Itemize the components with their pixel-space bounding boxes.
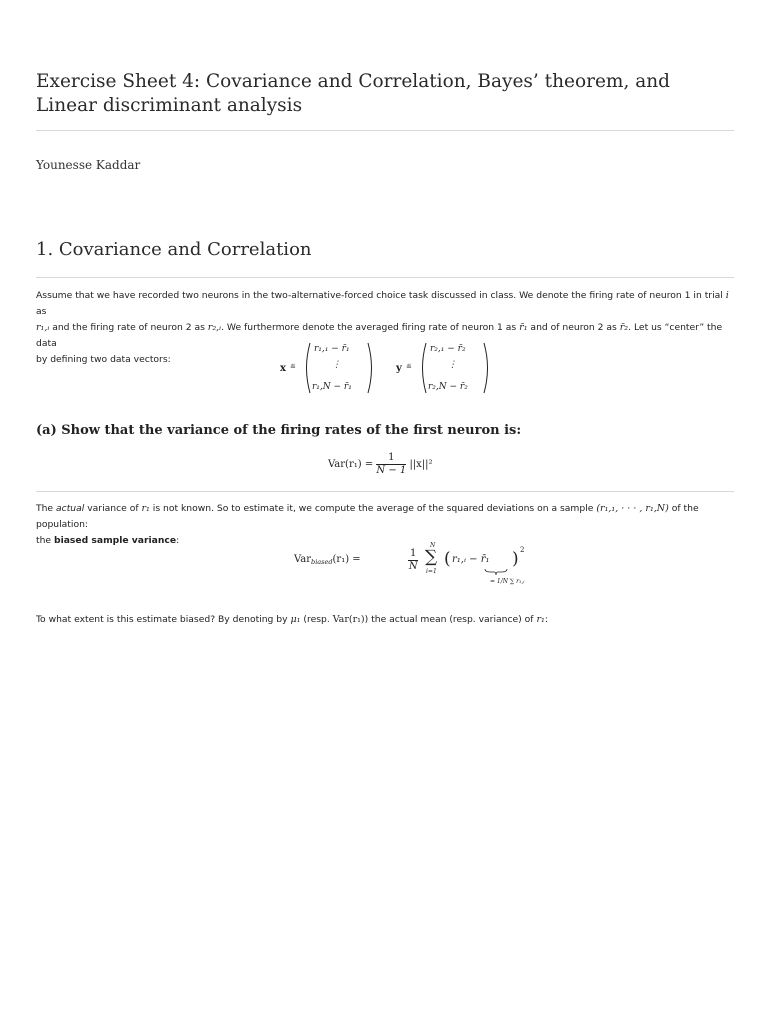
title-divider: [36, 130, 734, 131]
sum-upper-limit: N: [430, 542, 436, 549]
vector-y-definition: [396, 342, 496, 398]
vector-x-row-ellipsis: ⋮: [332, 360, 341, 370]
underbrace-icon: [484, 568, 508, 576]
biased-formula-fraction: [408, 548, 418, 573]
right-paren-icon: [482, 342, 492, 394]
biased-variance-formula: [294, 542, 525, 600]
biased-formula-lhs: Var$_{biased}$(r₁) =: [294, 554, 361, 566]
vector-x-label: x: [280, 363, 286, 374]
vector-x-row-first: r₁,₁ − r̄₁: [314, 344, 350, 354]
fraction-numerator: 1: [410, 548, 417, 559]
author-name: Younesse Kaddar: [36, 158, 141, 172]
right-paren-icon: ): [512, 549, 519, 569]
formula-fraction: [376, 452, 406, 477]
exponent: 2: [520, 546, 525, 554]
part-a-divider: [36, 491, 734, 492]
vector-y-row-last: r₂,N − r̄₂: [428, 382, 468, 392]
vector-x-definition: [280, 342, 380, 398]
bias-question-paragraph: To what extent is this estimate biased? By denoting by μ₁ (resp. Var(r₁)) the actual mean (resp. variance) of r₁:: [36, 614, 548, 625]
sigma-icon: ∑: [425, 547, 438, 567]
variance-formula: [328, 452, 433, 477]
section-title: 1. Covariance and Correlation: [36, 239, 312, 260]
vector-x-row-last: r₁,N − r̄₁: [312, 382, 352, 392]
sum-lower-limit: i=1: [426, 568, 437, 575]
formula-rhs: ||x||²: [409, 459, 433, 470]
left-paren-icon: (: [444, 549, 451, 569]
vector-y-row-first: r₂,₁ − r̄₂: [430, 344, 466, 354]
fraction-denominator: N: [408, 561, 418, 572]
defeq-symbol: ≝: [290, 363, 296, 371]
intro-paragraph: Assume that we have recorded two neurons in the two-alternative-forced choice task discussed in class. We denote the firing rate of neuron 1 in trial i as r₁,ᵢ and the firing rate of neuron 2 as r₂,ᵢ. We furthermore denote the averaged firing rate of neuron 1 as r̄₁ and of neuron 2 as r̄₂. Let us “center” the data by defining two data vectors:: [36, 290, 729, 365]
formula-lhs: Var(r₁) =: [328, 459, 374, 470]
defeq-symbol: ≝: [406, 363, 412, 371]
part-a-heading: (a) Show that the variance of the firing rates of the first neuron is:: [36, 423, 522, 438]
underbrace-label: = 1/N ∑ r₁,ᵢ: [490, 578, 525, 585]
section-divider: [36, 277, 734, 278]
left-paren-icon: [418, 342, 428, 394]
biased-variance-paragraph: The actual variance of r₁ is not known. So to estimate it, we compute the average of the squared deviations on a sample (r₁,₁, · · · , r₁,N) of the population: the biased sample variance:: [36, 503, 699, 546]
sum-term: r₁,ᵢ − r̄₁: [452, 554, 490, 565]
vector-y-row-ellipsis: ⋮: [448, 360, 457, 370]
left-paren-icon: [302, 342, 312, 394]
vector-y-label: y: [396, 363, 402, 374]
fraction-denominator: N − 1: [376, 465, 407, 476]
right-paren-icon: [366, 342, 376, 394]
fraction-numerator: 1: [376, 452, 406, 465]
document-title: Exercise Sheet 4: Covariance and Correlation, Bayes’ theorem, and Linear discriminant analysis: [36, 71, 670, 116]
